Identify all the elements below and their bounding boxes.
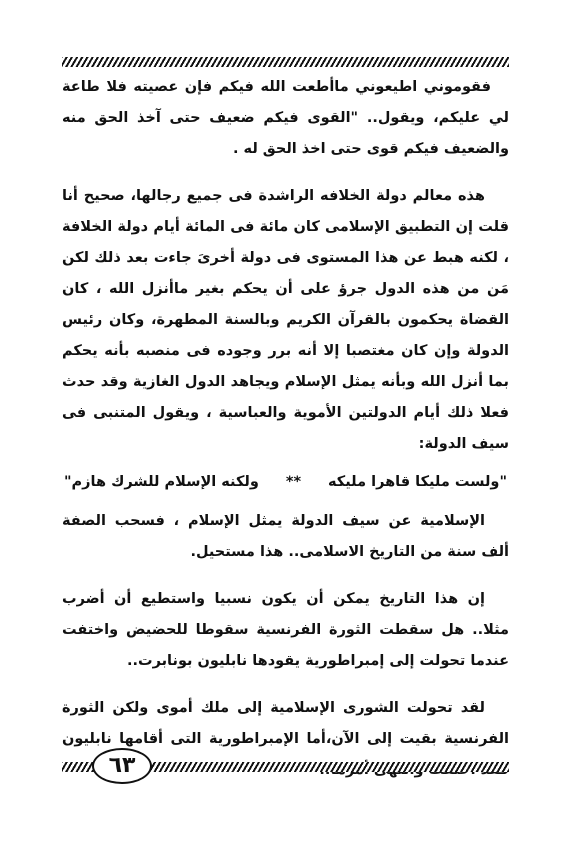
paragraph-2: هذه معالم دولة الخلافه الراشدة فى جميع رجالها، صحيح أنا قلت إن التطبيق الإسلامى كان مائة فى المائة أيام دولة الخلافة ، لكنه هبط عن هذا المستوى فى دولة أخرىَ جاءت بعد ذلك لكن مَن من هذه الدول جرؤ على أن يحكم بغير ماأنزل الله ، كان القضاة يحكمون بالقرآن الكريم وبالسنة المطهرة، وكان رئيس الدولة وإن كان مغتصبا إلا أنه برر وجوده فى منصبه بأنه يحكم بما أنزل الله وبأنه يمثل الإسلام ويجاهد الدول الغازية وقد حدث فعلا ذلك أيام الدولتين الأموية والعباسية ، ويقول المتنبى فى سيف الدولة: [62, 188, 509, 452]
page-number-badge [92, 748, 152, 784]
verse-separator: ** [285, 474, 302, 490]
poetry-verse [62, 467, 509, 498]
verse-first-hemistich: "ولست مليكا قاهرا مليكه [328, 474, 507, 490]
paragraph-4: إن هذا التاريخ يمكن أن يكون نسبيا واستطيع أن أضرب مثلا.. هل سقطت الثورة الفرنسية سقوطا للحضيض واختفت عندما تحولت إلى إمبراطورية يقودها نابليون بونابرت.. [62, 591, 509, 669]
top-decorative-rule [62, 57, 509, 67]
page-body [62, 72, 509, 786]
paragraph-5: لقد تحولت الشورى الإسلامية إلى ملك أموى ولكن الثورة الفرنسية بقيت إلى الآن،أما الإمبراطورية التى أقامها نابليون [62, 700, 509, 747]
page-number: ٦٣ [108, 753, 136, 778]
paragraph-1: فقوموني اطيعوني ماأطعت الله فيكم فإن عصيته فلا طاعة لي عليكم، ويقول.. "القوى فيكم ضعيف حتى آخذ الحق منه والضعيف فيكم قوى حتى اخذ الحق له . [62, 79, 509, 157]
paragraph-3: الإسلامية عن سيف الدولة يمثل الإسلام ، فسحب الصفة ألف سنة من التاريخ الاسلامى.. هذا مستحيل. [62, 513, 509, 560]
verse-second-hemistich: ولكنه الإسلام للشرك هازم" [64, 474, 259, 490]
